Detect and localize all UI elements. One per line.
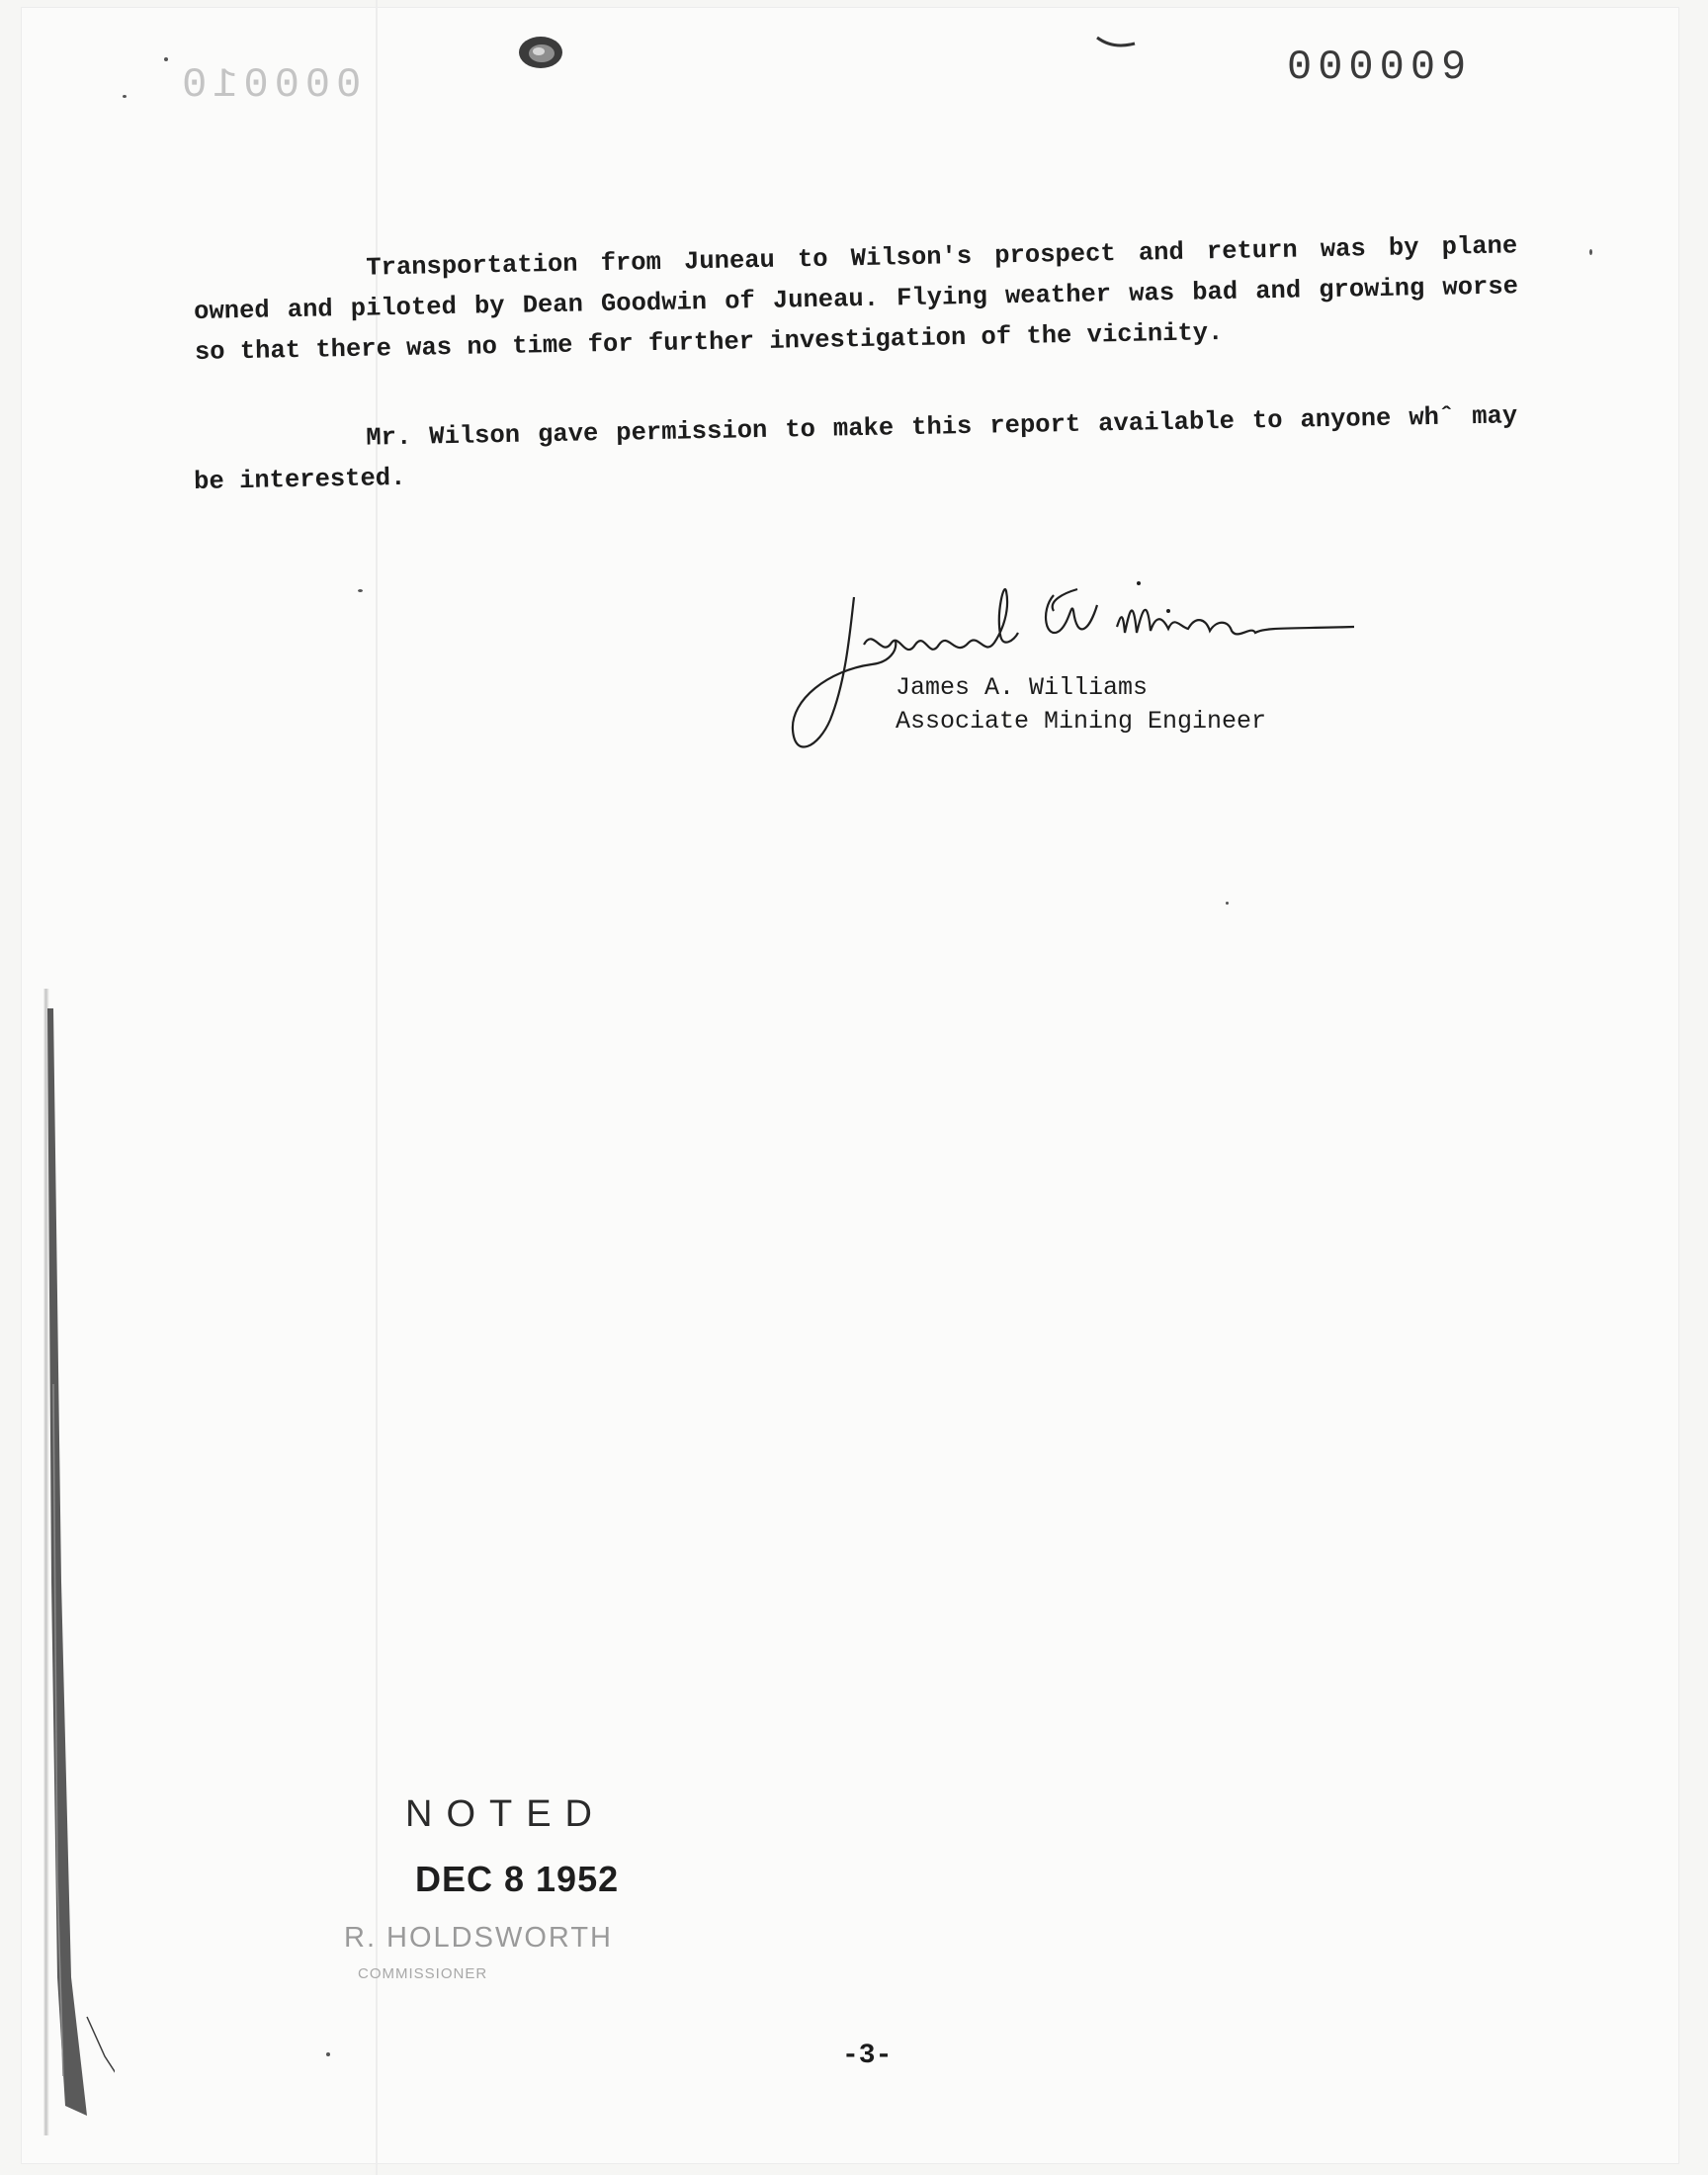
signatory-title: Associate Mining Engineer <box>896 707 1267 736</box>
stamp-date: DEC 8 1952 <box>415 1859 620 1899</box>
punch-hole-mark <box>516 34 565 71</box>
dust-speck <box>1226 902 1229 905</box>
dust-speck <box>358 589 363 592</box>
stamp-signatory-title: COMMISSIONER <box>358 1965 488 1982</box>
paragraph-transportation: Transportation from Juneau to Wilson's prospect and return was by plane owned and piloted by Dean Goodwin of Juneau. Flying weather was bad and growing worse so that there was no time for further investigation of the vicinity. <box>193 231 1519 367</box>
ink-mark <box>1095 32 1137 51</box>
dust-speck <box>1589 249 1592 255</box>
dust-speck <box>123 95 127 98</box>
dust-speck <box>326 2052 330 2056</box>
archive-number-bleed-through: 000010 <box>176 61 362 109</box>
dust-speck <box>164 57 168 61</box>
paragraph-permission: Mr. Wilson gave permission to make this report available to anyone whˆ may be interested. <box>193 401 1518 496</box>
stamp-signatory: R. HOLDSWORTH <box>344 1922 613 1954</box>
binding-edge-shadow <box>36 989 115 2135</box>
archive-number: 000009 <box>1287 44 1473 91</box>
stamp-noted: NOTED <box>405 1793 606 1835</box>
signatory-name: James A. Williams <box>896 673 1149 702</box>
page-number: -3- <box>842 2041 893 2071</box>
